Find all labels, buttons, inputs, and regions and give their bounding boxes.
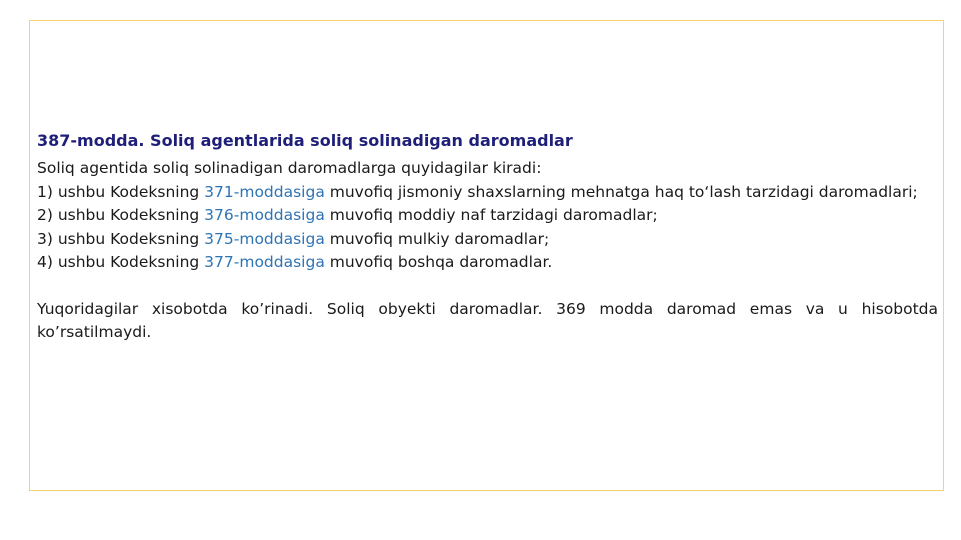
note-text: Yuqoridagilar xisobotda ko’rinadi. Soliq obyekti daromadlar. 369 modda daromad emas va u hisobotda ko’rsatilmaydi. bbox=[37, 299, 938, 341]
article-content bbox=[37, 128, 938, 345]
intro-text: Soliq agentida soliq solinadigan daromadlarga quyidagilar kiradi: bbox=[37, 159, 542, 177]
item-suffix: muvofiq boshqa daromadlar. bbox=[324, 253, 553, 271]
item-prefix: 1) ushbu Kodeksning bbox=[37, 182, 205, 201]
article-link-376[interactable]: 376-moddasiga bbox=[204, 206, 325, 224]
paragraph-spacer bbox=[37, 275, 938, 298]
article-link-371[interactable]: 371-moddasiga bbox=[204, 182, 325, 201]
item-prefix: 3) ushbu Kodeksning bbox=[37, 229, 205, 248]
article-heading: 387-modda. Soliq agentlarida soliq solinadigan daromadlar bbox=[37, 131, 573, 150]
article-link-377[interactable]: 377-moddasiga bbox=[204, 253, 325, 271]
list-item-2 bbox=[37, 204, 938, 228]
list-item-1 bbox=[37, 181, 938, 205]
item-prefix: 2) ushbu Kodeksning bbox=[37, 206, 205, 224]
item-suffix: muvofiq moddiy naf tarzidagi daromadlar; bbox=[324, 206, 658, 224]
item-suffix: muvofiq mulkiy daromadlar; bbox=[324, 229, 550, 248]
article-link-375[interactable]: 375-moddasiga bbox=[204, 229, 325, 248]
item-suffix: muvofiq jismoniy shaxslarning mehnatga haq to‘lash tarzidagi daromadlari; bbox=[324, 182, 918, 201]
list-item-4 bbox=[37, 251, 938, 275]
list-item-3 bbox=[37, 228, 938, 252]
item-prefix: 4) ushbu Kodeksning bbox=[37, 253, 205, 271]
